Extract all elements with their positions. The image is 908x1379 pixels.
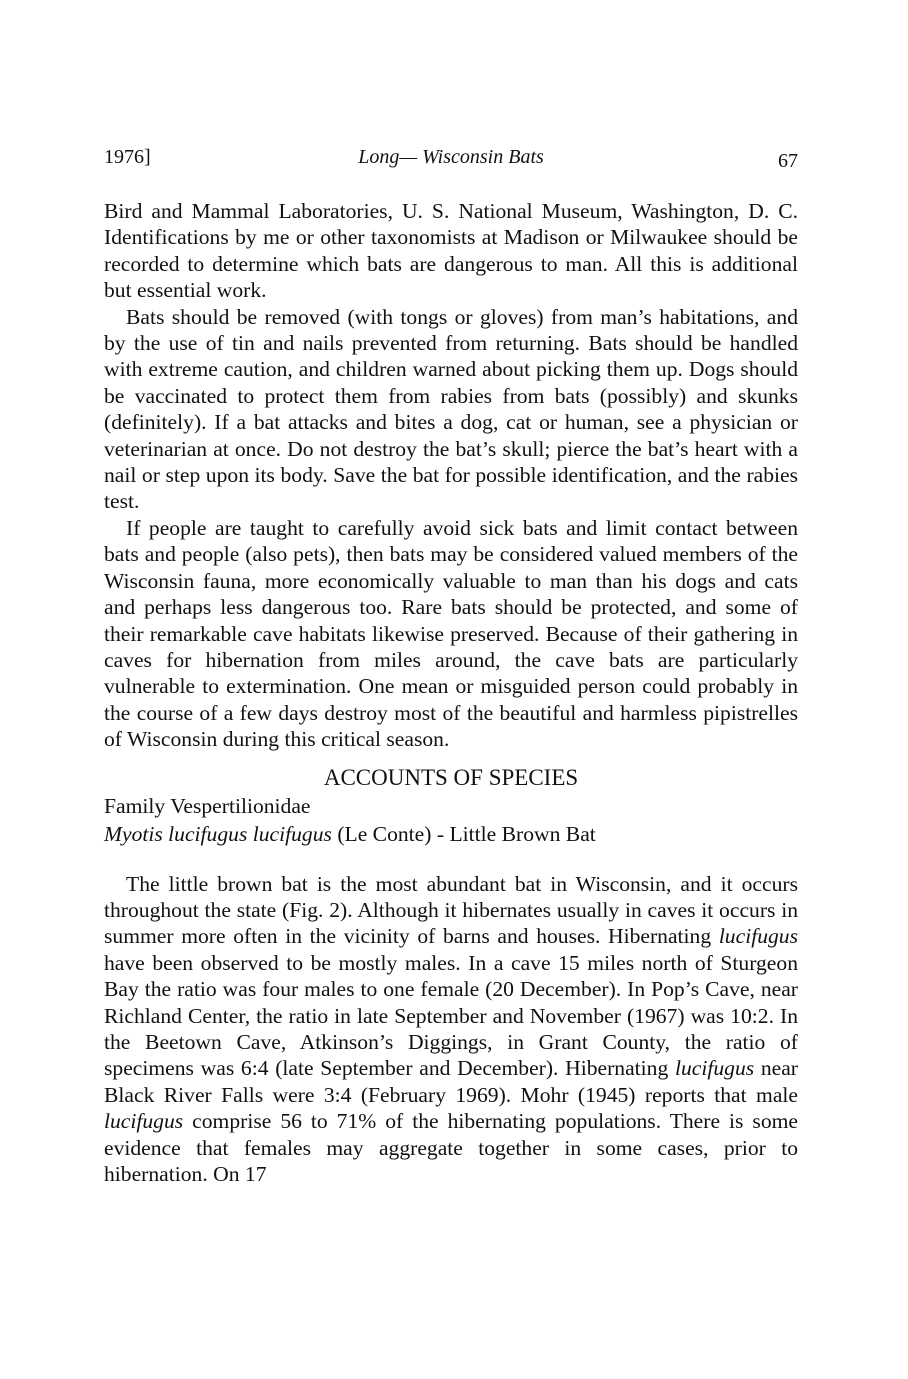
page-number: 67 bbox=[778, 150, 798, 172]
family-heading: Family Vespertilionidae bbox=[104, 793, 311, 818]
taxon-italic: lucifugus bbox=[104, 1109, 184, 1134]
section-heading: ACCOUNTS OF SPECIES bbox=[323, 764, 579, 790]
volume-year: 1976] bbox=[104, 146, 151, 168]
running-title: Long— Wisconsin Bats bbox=[358, 146, 544, 168]
running-head bbox=[104, 146, 798, 176]
taxon-italic: lucifugus bbox=[718, 924, 798, 949]
species-name: Myotis lucifugus lucifugus bbox=[104, 821, 332, 846]
paragraph-little-brown-bat bbox=[104, 871, 798, 1188]
taxon-italic: lucifugus bbox=[674, 1056, 755, 1081]
paragraph-continued: Bird and Mammal Laboratories, U. S. National Museum, Washington, D. C. Identifications by me or other taxonomists at Madison or Milwaukee should be recorded to determine which bats are dangerous to man. All this is additional but essential work. bbox=[104, 199, 798, 303]
text-run: The little brown bat is the most abundant bat in Wisconsin, and it occurs throughout the state (Fig. 2). Although it hibernates usually in caves it occurs in summer more often in the vicinity of barns and houses. Hibernating bbox=[104, 871, 798, 949]
text-run: have been observed to be mostly males. In a cave 15 miles north of Sturgeon Bay the ratio was four males to one female (20 December). In Pop’s Cave, near Richland Center, the ratio in late September and November (1967) was 10:2. In the Beetown Cave, Atkinson’s Diggings, in Grant County, the ratio of specimens was 6:4 (late September and December). Hibernating bbox=[104, 950, 798, 1081]
text-run: comprise 56 to 71% of the hibernating populations. There is some evidence that females may aggregate together in some cases, prior to hibernation. On 17 bbox=[104, 1109, 798, 1186]
page bbox=[104, 146, 798, 1187]
species-author: (Le Conte) - Little Brown Bat bbox=[331, 821, 596, 846]
text-run: near Black River Falls were 3:4 (February 1969). Mohr (1945) reports that male bbox=[104, 1056, 799, 1107]
paragraph-bat-value: If people are taught to carefully avoid sick bats and limit contact between bats and people (also pets), then bats may be considered valued members of the Wisconsin fauna, more economically valuable to man than his dogs and cats and perhaps less dangerous too. Rare bats should be protected, and some of their remarkable cave habitats likewise preserved. Because of their gathering in caves for hibernation from miles around, the cave bats are particularly vulnerable to extermination. One mean or misguided person could probably in the course of a few days destroy most of the beautiful and harmless pipistrelles of Wisconsin during this critical season. bbox=[104, 515, 798, 752]
paragraph-bat-removal: Bats should be removed (with tongs or gloves) from man’s habitations, and by the use of tin and nails prevented from returning. Bats should be handled with extreme caution, and children warned about picking them up. Dogs should be vaccinated to protect them from rabies from bats (possibly) and skunks (definitely). If a bat attacks and bites a dog, cat or human, see a physician or veterinarian at once. Do not destroy the bat’s skull; pierce the bat’s heart with a nail or step upon its body. Save the bat for possible identification, and the rabies test. bbox=[104, 304, 798, 514]
body-text bbox=[104, 198, 798, 1187]
spacer bbox=[104, 849, 798, 871]
species-heading bbox=[104, 819, 798, 849]
